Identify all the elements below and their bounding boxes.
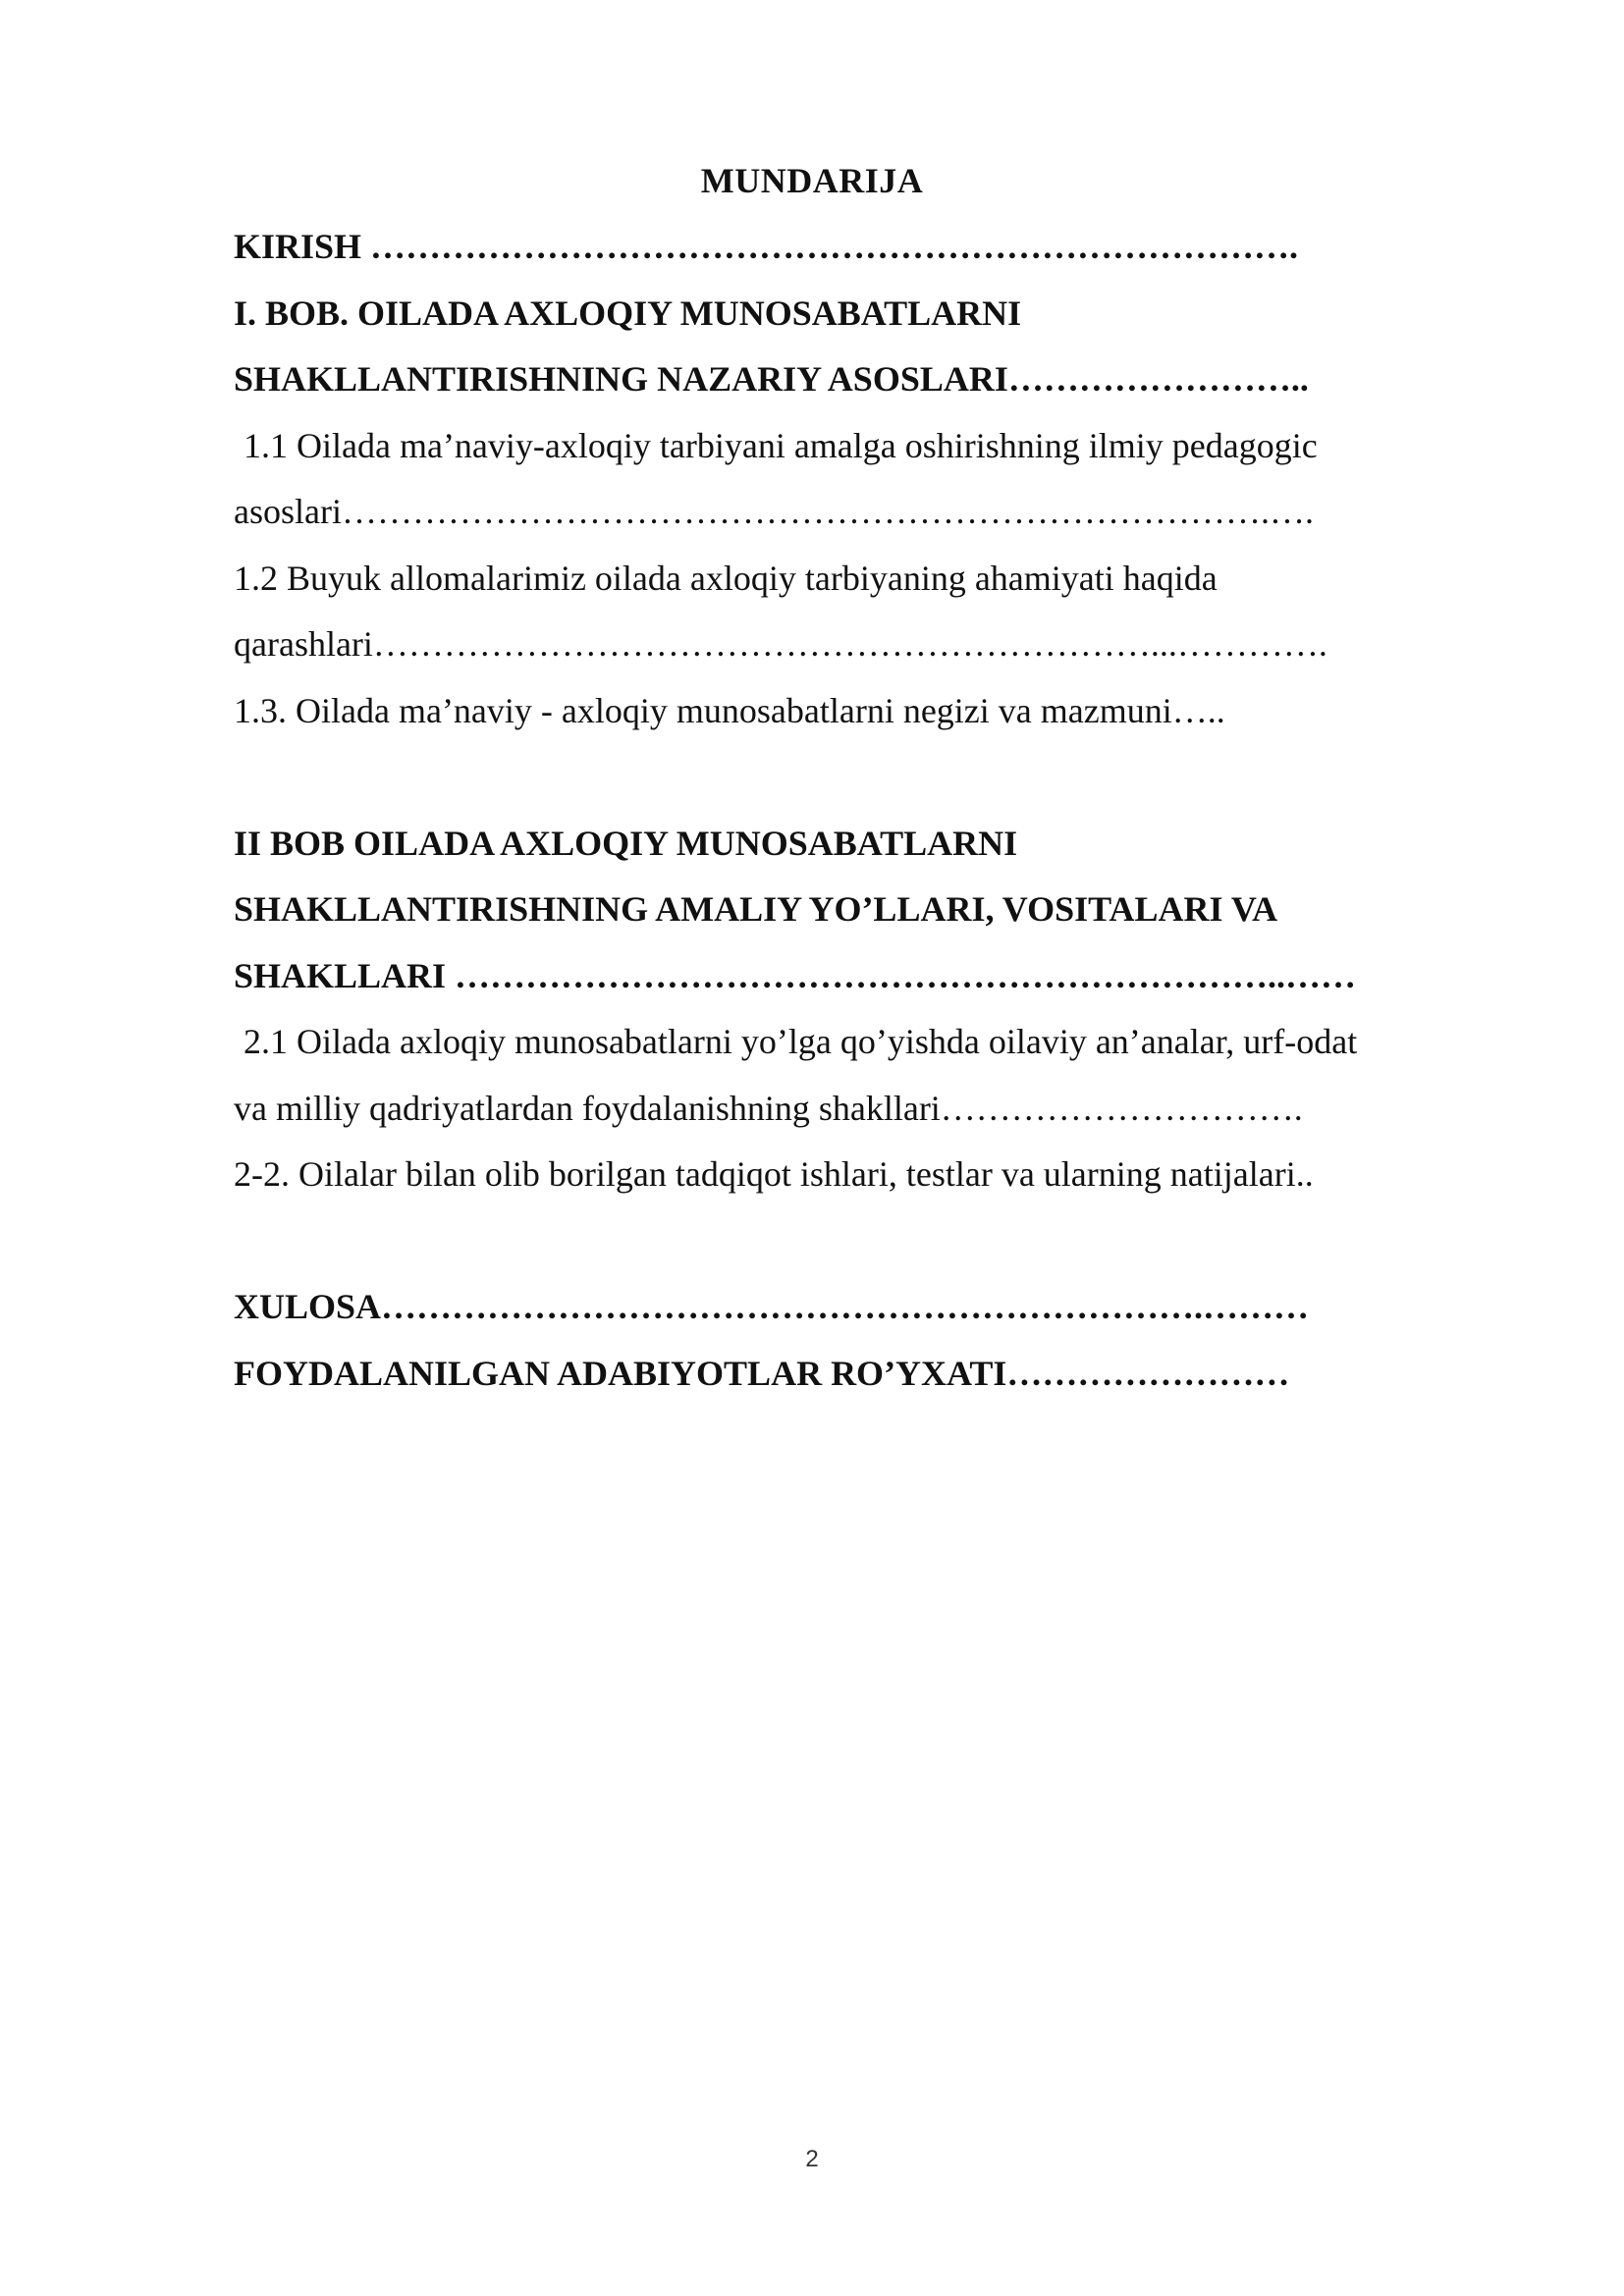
toc-section-2-1-line-1: 2.1 Oilada axloqiy munosabatlarni yo’lga qo’yishda oilaviy an’analar, urf-odat	[244, 1022, 1358, 1061]
toc-section-1-1-line-2: asoslari…………………………………………………………………….….	[234, 492, 1314, 531]
toc-chapter-2-heading-line-3: SHAKLLARI ……………………………………………………………..……	[234, 955, 1357, 995]
toc-entry-kirish: KIRISH …………………………………………………………………….	[234, 227, 1299, 266]
toc-chapter-2-heading-line-1: II BOB OILADA AXLOQIY MUNOSABATLARNI	[234, 823, 1018, 863]
toc-spacer	[234, 744, 1500, 811]
toc-title: MUNDARIJA	[700, 161, 924, 200]
toc-section-1-3: 1.3. Oilada ma’naviy - axloqiy munosabatlarni negizi va mazmuni…..	[234, 690, 1225, 730]
toc-section-1-2-line-1: 1.2 Buyuk allomalarimiz oilada axloqiy tarbiyaning ahamiyati haqida	[234, 558, 1218, 598]
toc-section-2-1-line-2: va milliy qadriyatlardan foydalanishning shakllari………………………….	[234, 1088, 1303, 1128]
page-number: 2	[805, 2146, 819, 2172]
toc-spacer	[234, 1208, 1500, 1275]
toc-entry-bibliography: FOYDALANILGAN ADABIYOTLAR RO’YXATI……………………	[234, 1353, 1290, 1393]
toc-chapter-1-heading-line-1: I. BOB. OILADA AXLOQIY MUNOSABATLARNI	[234, 293, 1022, 333]
toc-chapter-2-heading-line-2: SHAKLLANTIRISHNING AMALIY YO’LLARI, VOSITALARI VA	[234, 889, 1278, 929]
toc-section-1-2-line-2: qarashlari…………………………………………………………...………….	[234, 624, 1327, 664]
toc-chapter-1-heading-line-2: SHAKLLANTIRISHNING NAZARIY ASOSLARI……………………..	[234, 359, 1309, 399]
table-of-contents	[234, 147, 1500, 1407]
toc-section-1-1-line-1: 1.1 Oilada ma’naviy-axloqiy tarbiyani amalga oshirishning ilmiy pedagogic	[244, 425, 1318, 465]
toc-entry-xulosa: XULOSA…………………………………………………………….………	[234, 1287, 1310, 1326]
toc-section-2-2: 2-2. Oilalar bilan olib borilgan tadqiqot ishlari, testlar va ularning natijalari..	[234, 1154, 1314, 1194]
